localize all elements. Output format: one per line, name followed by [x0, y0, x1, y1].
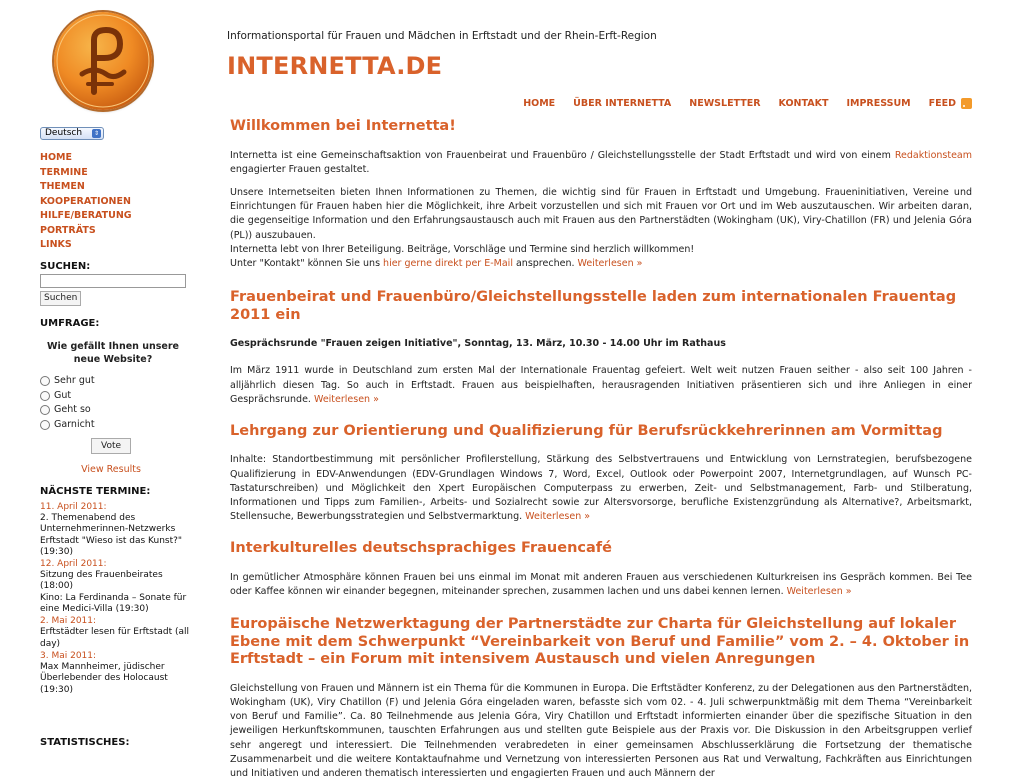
article-title[interactable]: Interkulturelles deutschsprachiges Frauencafé — [230, 540, 612, 557]
article-title[interactable]: Europäische Netzwerktagung der Partnerstädte zur Charta für Gleichstellung auf lokaler Ebene mit dem Schwerpunkt “Vereinbarkeit von Beruf und Familie” vom 2. – 4. Oktober in Erftstadt – ein Forum mit intensivem Austausch und vielen Anregungen — [230, 616, 970, 668]
search-input[interactable] — [40, 274, 186, 288]
article-paragraph — [230, 571, 972, 599]
radio-button[interactable] — [40, 420, 50, 430]
sidebar-item-links[interactable]: LINKS — [40, 239, 72, 250]
search-button[interactable]: Suchen — [40, 291, 81, 306]
content — [230, 118, 972, 781]
top-nav — [505, 98, 972, 109]
site-logo[interactable] — [54, 12, 152, 110]
nav-home[interactable]: HOME — [523, 98, 556, 109]
sidebar-item-hilfe-beratung[interactable]: HILFE/BERATUNG — [40, 210, 132, 221]
article — [230, 540, 972, 599]
radio-button[interactable] — [40, 405, 50, 415]
events-list — [40, 501, 190, 696]
poll-option-geht-so[interactable] — [40, 403, 95, 418]
article-paragraph — [230, 257, 972, 271]
sidebar-item-kooperationen[interactable]: KOOPERATIONEN — [40, 195, 131, 207]
event-item[interactable]: Max Mannheimer, jüdischer Überlebender des Holocaust (19:30) — [40, 661, 168, 695]
nav-newsletter[interactable]: NEWSLETTER — [689, 98, 761, 109]
read-more-link[interactable]: Weiterlesen » — [525, 511, 591, 523]
read-more-link[interactable]: Weiterlesen » — [313, 393, 379, 405]
article-title[interactable]: Frauenbeirat und Frauenbüro/Gleichstellungsstelle laden zum internationalen Frauentag 2011 ein — [230, 289, 957, 323]
chevron-updown-icon: ⇕ — [93, 130, 100, 137]
paragraph-text: Im März 1911 wurde in Deutschland zum ersten Mal der Internationale Frauentag gefeiert. Welt weit nutzen Frauen seither - also seit 100 Jahren - alljährlich diesen Tag. So auch in Erftstadt. Frauen aus beispielhaften, herausragenden Initiativen präsentieren sich und ihre Anliegen in einer Gesprächsrunde. — [230, 365, 972, 405]
article — [230, 118, 972, 271]
nav-ueber-internetta[interactable]: ÜBER INTERNETTA — [573, 98, 672, 109]
paragraph-text: ansprechen. — [512, 257, 578, 269]
poll-option-label: Gut — [54, 389, 72, 401]
sidebar-item-portraets[interactable]: PORTRÄTS — [40, 224, 96, 236]
stats-heading: STATISTISCHES: — [40, 737, 130, 748]
site-title[interactable]: INTERNETTA.DE — [227, 52, 443, 80]
vote-button[interactable]: Vote — [91, 438, 131, 454]
article — [230, 423, 972, 525]
article-paragraph — [230, 364, 972, 407]
sidebar-item-home[interactable]: HOME — [40, 152, 72, 163]
event-date: 2. Mai 2011: — [40, 616, 97, 627]
radio-button[interactable] — [40, 376, 50, 386]
nav-impressum[interactable]: IMPRESSUM — [846, 98, 911, 109]
poll-option-label: Sehr gut — [54, 375, 95, 387]
poll-option-garnicht[interactable] — [40, 418, 95, 433]
event-item[interactable]: Erftstädter lesen für Erftstadt (all day) — [40, 627, 190, 649]
article-paragraph — [230, 186, 972, 243]
article — [230, 289, 972, 407]
rss-feed-icon[interactable] — [961, 98, 972, 109]
event-item[interactable]: Sitzung des Frauenbeirates (18:00) — [40, 570, 163, 592]
paragraph-text: In gemütlicher Atmosphäre können Frauen bei uns einmal im Monat mit anderen Frauen aus verschiedenen Kulturkreisen ins Gespräch kommen. Bei Tee oder Kaffee können wir einander begegnen, miteinander sprechen, zusammen lachen und uns dabei kennen lernen. — [230, 571, 972, 598]
event-item[interactable]: 2. Themenabend des Unternehmerinnen-Netzwerks Erftstadt "Wieso ist das Kunst?" (19:30) — [40, 513, 183, 557]
paragraph-text: Inhalte: Standortbestimmung mit persönlicher Profilerstellung, Stärkung des Selbstvertrauens und Entwicklung von Lernstrategien, berufsbezogene Qualifizierung in EDV-Anwendungen (EDV-Grundlagen Windows 7, Word, Excel, Outlook oder Powerpoint 2007, Internetgrundlagen, auf Wunsch PC-Tastaturschreiben) und Möglichkeit den Xpert Europäischen Computerpass zu erwerben, Zeit- und Selbstmanagement, Farb- und Stilberatung, Informationen und Tipps zum Familien-, Arbeits- und Sozialrecht sowie zur Altersvorsorge, berufliche Existenzgründung als Alternative?, Arbeitsmarkt, Stellensuche, Bewerbungsstrategien und Selbstvermarktung. — [230, 454, 972, 523]
inline-link[interactable]: Redaktionsteam — [894, 149, 972, 161]
article-paragraph — [230, 243, 972, 257]
events-heading: NÄCHSTE TERMINE: — [40, 486, 151, 497]
sidebar-item-themen[interactable]: THEMEN — [40, 181, 85, 192]
paragraph-text: Internetta lebt von Ihrer Beteiligung. Beiträge, Vorschläge und Termine sind herzlich willkommen! — [230, 243, 695, 255]
paragraph-text: Gleichstellung von Frauen und Männern ist ein Thema für die Kommunen in Europa. Die Erftstädter Konferenz, zu der Delegationen aus den Partnerstädten, Wokingham (UK), Viry Chatillon (F) und Jelenia Góra eingeladen waren, befasste sich vom 02. - 4. Juli schwerpunktmäßig mit dem Thema “Vereinbarkeit von Beruf und Familie”. Ca. 80 Teilnehmende aus Jelenia Góra, Viry Chatillon und Erftstadt informierten einander über die spezifische Situation in den jeweiligen Herkunftskommunen, tauschten Erfahrungen aus und stellten gute Beispiele aus der Praxis vor. Die Diskussion in den Arbeitsgruppen verlief sehr angeregt und interessiert. Die Teilnehmenden verabredeten in einer gemeinsamen Abschlusserklärung die Fortsetzung der thematische Zusammenarbeit und die weitere Kontaktaufnahme und Vernetzung von interessierten Personen aus Rat und Verwaltung, Fachkräften aus Einrichtungen und Initiativen und anderen thematisch interessierten und engagierten Frauen und auch Männern der — [230, 682, 972, 780]
article-subtitle: Gesprächsrunde "Frauen zeigen Initiative", Sonntag, 13. März, 10.30 - 14.00 Uhr im Rathaus — [230, 338, 726, 350]
article-title[interactable]: Willkommen bei Internetta! — [230, 118, 456, 134]
radio-button[interactable] — [40, 391, 50, 401]
event-item[interactable]: Kino: La Ferdinanda – Sonate für eine Medici-Villa (19:30) — [40, 592, 187, 615]
poll-option-sehr-gut[interactable] — [40, 374, 95, 389]
paragraph-text: Unter "Kontakt" können Sie uns — [230, 257, 384, 269]
event-date: 3. Mai 2011: — [40, 650, 97, 661]
sidebar-menu — [40, 151, 132, 253]
site-tagline: Informationsportal für Frauen und Mädchen in Erftstadt und der Rhein-Erft-Region — [227, 30, 657, 42]
poll-option-label: Garnicht — [54, 418, 95, 430]
language-select-value: Deutsch — [45, 128, 83, 138]
read-more-link[interactable]: Weiterlesen » — [786, 586, 852, 598]
paragraph-text: Internetta ist eine Gemeinschaftsaktion von Frauenbeirat und Frauenbüro / Gleichstellungsstelle der Stadt Erftstadt und wird von einem — [230, 149, 895, 161]
paragraph-text: Unsere Internetseiten bieten Ihnen Informationen zu Themen, die wichtig sind für Frauen in Erftstadt und Umgebung. Fraueninitiativen, Vereine und Einrichtungen für Frauen haben hier die Möglichkeit, ihre Arbeit vorzustellen und sich mit Frauen vor Ort und im Web auszutauschen. Wir arbeiten daran, die gegenseitige Information und den Erfahrungsaustausch auch mit Frauen aus den Partnerstädten (Wokingham (UK), Viry-Chatillon (FR) und Jelenia Góra (PL)) auszubauen. — [230, 186, 972, 241]
poll-heading: UMFRAGE: — [40, 318, 100, 329]
language-select[interactable] — [40, 127, 104, 140]
poll-option-label: Geht so — [54, 404, 91, 416]
paragraph-text: engagierter Frauen gestaltet. — [230, 163, 370, 175]
poll-options — [40, 374, 95, 432]
logo-symbol-icon — [54, 12, 152, 110]
search-heading: SUCHEN: — [40, 261, 91, 272]
article-paragraph — [230, 149, 972, 177]
article-title[interactable]: Lehrgang zur Orientierung und Qualifizierung für Berufsrückkehrerinnen am Vormittag — [230, 422, 943, 439]
article-paragraph — [230, 682, 972, 781]
event-date: 11. April 2011: — [40, 502, 107, 512]
poll-question: Wie gefällt Ihnen unsere neue Website? — [47, 341, 179, 365]
inline-link[interactable]: hier gerne direkt per E-Mail — [383, 257, 513, 269]
article — [230, 616, 972, 781]
sidebar-item-termine[interactable]: TERMINE — [40, 166, 88, 178]
read-more-link[interactable]: Weiterlesen » — [577, 257, 643, 269]
event-date: 12. April 2011: — [40, 559, 107, 570]
nav-feed[interactable]: FEED — [928, 98, 956, 109]
view-results-link[interactable]: View Results — [81, 464, 141, 475]
nav-kontakt[interactable]: KONTAKT — [778, 98, 829, 109]
poll-option-gut[interactable] — [40, 389, 95, 404]
article-paragraph — [230, 453, 972, 524]
